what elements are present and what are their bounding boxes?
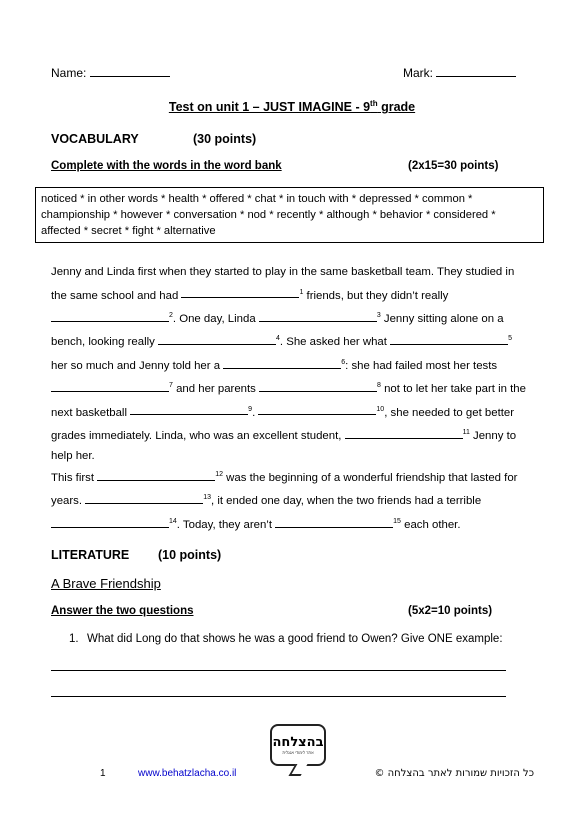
blank-5[interactable] — [390, 334, 508, 345]
blank-number: 5 — [508, 335, 513, 343]
blank-15[interactable] — [275, 517, 393, 528]
passage-text: , she needed to get better grades immediately. Linda, who was an excellent student, — [51, 406, 515, 442]
blank-number: 9 — [248, 405, 253, 413]
blank-number: 4 — [276, 335, 280, 343]
behatzlacha-logo: בהצלחה אתר לימודי אנגלית — [270, 724, 326, 766]
blank-10[interactable] — [258, 404, 376, 415]
passage-text: friends, but they didn’t really — [303, 289, 449, 302]
blank-number: 6 — [341, 358, 346, 366]
passage-paragraph-2 — [51, 465, 526, 535]
vocabulary-instruction: Complete with the words in the word bank — [51, 160, 282, 172]
copyright-notice: כל הזכויות שמורות לאתר בהצלחה © — [374, 768, 534, 779]
literature-heading: LITERATURE — [51, 548, 130, 562]
vocabulary-heading: VOCABULARY — [51, 132, 139, 146]
passage-text: . — [252, 406, 259, 419]
answer-line[interactable] — [51, 670, 506, 671]
vocabulary-points: (30 points) — [193, 132, 257, 146]
literature-instruction-points: (5x2=10 points) — [408, 605, 493, 617]
blank-9[interactable] — [130, 404, 248, 415]
name-field — [51, 66, 170, 80]
passage-text: . She asked her what — [279, 336, 391, 349]
question-1-number: 1. — [69, 633, 79, 645]
blank-7[interactable] — [51, 381, 169, 392]
blank-12[interactable] — [97, 470, 215, 481]
blank-8[interactable] — [259, 381, 377, 392]
website-link[interactable]: www.behatzlacha.co.il — [138, 768, 237, 779]
blank-number: 11 — [462, 428, 470, 436]
passage-text: , it ended one day, when the two friends had a terrible — [210, 495, 482, 508]
page-number: 1 — [100, 768, 106, 779]
blank-1[interactable] — [181, 287, 299, 298]
blank-number: 10 — [376, 405, 385, 413]
mark-blank[interactable] — [436, 66, 516, 77]
blank-4[interactable] — [158, 334, 276, 345]
blank-number: 3 — [376, 311, 381, 319]
passage-text: . Today, they aren’t — [176, 518, 276, 531]
literature-points: (10 points) — [158, 548, 222, 562]
passage-text: Jenny sitting alone on a bench, looking really — [51, 312, 504, 349]
blank-11[interactable] — [345, 428, 463, 439]
passage-text: . One day, Linda — [172, 312, 259, 325]
passage-text: was the beginning of a wonderful friendship that lasted for years. — [51, 471, 518, 508]
passage-text: her so much and Jenny told her a — [51, 359, 224, 372]
passage-text: not to let her take part in the next basketball — [51, 382, 526, 419]
blank-2[interactable] — [51, 311, 169, 322]
word-bank: noticed * in other words * health * offered * chat * in touch with * depressed * common * championship * however * conversation * nod * recently * although * behavior * considered * affected * secret * fight * alternative — [35, 187, 544, 243]
name-label: Name: — [51, 66, 87, 80]
blank-number: 12 — [215, 471, 223, 478]
page-title: Test on unit 1 – JUST IMAGINE - 9th grade — [168, 99, 416, 115]
question-1-text: What did Long do that shows he was a good friend to Owen? Give ONE example: — [87, 633, 503, 645]
blank-number: 8 — [377, 382, 381, 390]
passage-text: each other. — [400, 518, 461, 531]
passage-text: and her parents — [172, 382, 260, 395]
blank-number: 14 — [169, 517, 177, 525]
blank-6[interactable] — [223, 358, 341, 369]
passage-text: : she had failed most her tests — [345, 359, 498, 372]
blank-number: 15 — [393, 517, 401, 525]
blank-number: 7 — [169, 382, 173, 390]
blank-3[interactable] — [259, 311, 377, 322]
blank-14[interactable] — [51, 517, 169, 528]
passage-paragraph-1 — [51, 262, 526, 467]
blank-number: 13 — [203, 494, 211, 502]
blank-number: 2 — [169, 311, 173, 319]
passage-text: This first — [51, 471, 98, 484]
literature-instruction: Answer the two questions — [51, 605, 194, 617]
mark-label: Mark: — [403, 66, 433, 80]
blank-13[interactable] — [85, 493, 203, 504]
name-blank[interactable] — [90, 66, 170, 77]
vocabulary-instruction-points: (2x15=30 points) — [408, 160, 499, 172]
mark-field — [403, 66, 516, 80]
answer-line[interactable] — [51, 696, 506, 697]
story-title: A Brave Friendship — [51, 576, 161, 591]
passage-text: Jenny and Linda first when they started to play in the same basketball team. They studied in the same school and had — [51, 266, 515, 302]
passage-text: Jenny to help her. — [51, 429, 517, 463]
blank-number: 1 — [299, 288, 304, 296]
